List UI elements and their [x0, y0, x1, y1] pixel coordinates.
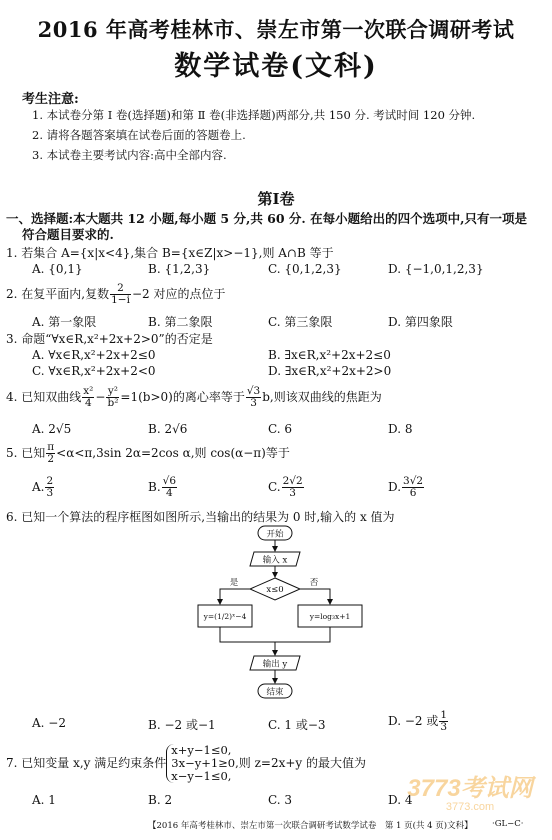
q5-option-d [388, 476, 425, 499]
flow-start-label: 开始 [266, 529, 284, 540]
q5-b-label: B. [148, 480, 161, 494]
q6-option-c: C. 1 或−3 [268, 718, 326, 732]
q2-option-b: B. 第二象限 [148, 315, 213, 329]
q4-f2-num: y² [107, 385, 119, 397]
q7-constraint-1: x+y−1≤0, [171, 743, 232, 757]
q5-d-label: D. [388, 480, 402, 494]
question-5 [6, 442, 290, 465]
q6-d-num: 1 [440, 709, 448, 721]
flow-output-label: 输出 y [262, 659, 288, 670]
q5-stem-post: <α<π,3sin 2α=2cos α,则 cos(α−π)等于 [56, 446, 290, 460]
q5-stem-pre: 5. 已知 [6, 446, 46, 460]
q4-stem-mid: =1(b>0)的离心率等于 [120, 390, 245, 404]
q5-b-den: 4 [165, 487, 173, 499]
flow-condition-label: x≤0 [266, 585, 284, 595]
q6-d-fraction [439, 710, 448, 733]
q4-option-d: D. 8 [388, 422, 413, 436]
flow-merge-line [220, 627, 330, 642]
q1-option-c: C. {0,1,2,3} [268, 262, 342, 276]
notice-item-3: 3. 本试卷主要考试内容:高中全部内容. [32, 148, 227, 162]
watermark-logo-text: 3773考试网 [407, 775, 533, 802]
q5-a-num: 2 [46, 475, 54, 487]
q1-option-b: B. {1,2,3} [148, 262, 211, 276]
q4-option-b: B. 2√6 [148, 422, 188, 436]
question-4 [6, 386, 382, 409]
part-title: 第Ⅰ卷 [257, 190, 295, 208]
q7-constraint-system [166, 744, 239, 783]
notice-item-2: 2. 请将各题答案填在试卷后面的答题卷上. [32, 128, 246, 142]
q5-c-label: C. [268, 480, 281, 494]
q4-fraction-3 [246, 386, 261, 409]
flow-right-process-label: y=log₃x+1 [309, 612, 351, 621]
footer-text: 【2016 年高考桂林市、崇左市第一次联合调研考试数学试卷 第 1 页(共 4 页)文科】 [148, 821, 473, 831]
q5-den: 2 [47, 453, 55, 465]
q6-option-a: A. −2 [32, 716, 66, 730]
q3-option-c: C. ∀x∈R,x²+2x+2<0 [32, 364, 156, 378]
q5-option-a [32, 476, 55, 499]
q7-option-c: C. 3 [268, 793, 293, 807]
q2-option-c: C. 第三象限 [268, 315, 333, 329]
question-3: 3. 命题“∀x∈R,x²+2x+2>0”的否定是 [6, 332, 213, 346]
q7-constraint-2: 3x−y+1≥0, [171, 756, 239, 770]
q5-a-label: A. [32, 480, 45, 494]
q5-d-den: 6 [409, 487, 417, 499]
q5-d-fraction [402, 476, 424, 499]
section-instruction-line1: 一、选择题:本大题共 12 小题,每小题 5 分,共 60 分. 在每小题给出的四个选项中,只有一项是 [6, 211, 527, 226]
q7-constraint-3: x−y−1≤0, [171, 769, 232, 783]
q3-option-b: B. ∃x∈R,x²+2x+2≤0 [268, 348, 391, 362]
q5-b-fraction [162, 476, 177, 499]
flow-left-process-label: y=(1/2)ˣ−4 [203, 612, 247, 621]
exam-subtitle: 数学试卷(文科) [174, 51, 378, 82]
q4-minus: − [95, 390, 106, 404]
q2-fraction [110, 283, 131, 306]
q5-c-num: 2√2 [282, 475, 303, 487]
q7-option-b: B. 2 [148, 793, 173, 807]
q4-f3-den: 3 [250, 397, 257, 409]
q1-option-a: A. {0,1} [32, 262, 83, 276]
q6-d-den: 3 [440, 721, 448, 733]
watermark-logo [394, 770, 546, 814]
q4-fraction-2 [106, 386, 119, 409]
watermark-url: 3773.com [445, 801, 495, 813]
q5-option-b [148, 476, 178, 499]
q5-option-c [268, 476, 305, 499]
q5-c-den: 3 [289, 487, 296, 499]
q3-option-a: A. ∀x∈R,x²+2x+2≤0 [32, 348, 156, 362]
flowchart [190, 524, 370, 710]
q5-a-fraction [45, 476, 54, 499]
exam-title: 2016 年高考桂林市、崇左市第一次联合调研考试 [37, 17, 515, 42]
question-6: 6. 已知一个算法的程序框图如图所示,当输出的结果为 0 时,输入的 x 值为 [6, 510, 395, 524]
q2-option-a: A. 第一象限 [32, 315, 97, 329]
q5-fraction [46, 442, 55, 465]
q4-stem-post: b,则该双曲线的焦距为 [262, 390, 382, 404]
q2-stem-pre: 2. 在复平面内,复数 [6, 287, 110, 301]
q4-option-c: C. 6 [268, 422, 293, 436]
question-2 [6, 283, 225, 306]
q6-option-b: B. −2 或−1 [148, 718, 216, 732]
q5-b-num: √6 [162, 475, 177, 487]
q3-option-d: D. ∃x∈R,x²+2x+2>0 [268, 364, 392, 378]
q7-option-d: D. 4 [388, 793, 413, 807]
q2-stem-post: −2 对应的点位于 [131, 287, 226, 301]
flow-no-label: 否 [309, 578, 319, 588]
q5-num: π [47, 441, 55, 453]
flow-input-label: 输入 x [262, 555, 288, 566]
flow-yes-label: 是 [229, 578, 239, 588]
flow-arrow-no [300, 589, 330, 604]
question-1: 1. 若集合 A={x|x<4},集合 B={x∈Z|x>−1},则 A∩B 等于 [6, 246, 334, 260]
q4-f1-den: 4 [84, 397, 92, 409]
footer-code: ·GL−C· [492, 819, 524, 829]
q2-den: 1−i [111, 294, 130, 306]
q7-stem-post: 则 z=2x+y 的最大值为 [238, 756, 367, 770]
q4-f2-den: b² [107, 397, 119, 409]
q2-num: 2 [110, 283, 131, 295]
q7-stem-pre: 7. 已知变量 x,y 满足约束条件 [6, 756, 167, 770]
q7-option-a: A. 1 [32, 793, 56, 807]
q4-f1-num: x² [83, 385, 94, 397]
section-instruction-line2: 符合题目要求的. [22, 227, 114, 242]
q5-d-num: 3√2 [403, 475, 424, 487]
q6-d-label: D. −2 或 [388, 714, 439, 728]
q1-option-d: D. {−1,0,1,2,3} [388, 262, 484, 276]
q2-option-d: D. 第四象限 [388, 315, 453, 329]
question-7 [6, 744, 366, 783]
q5-a-den: 3 [46, 487, 54, 499]
q4-stem-pre: 4. 已知双曲线 [6, 390, 82, 404]
q4-f3-num: √3 [246, 385, 261, 397]
q5-c-fraction [282, 476, 304, 499]
q4-fraction-1 [82, 386, 94, 409]
flow-end-label: 结束 [266, 687, 284, 698]
flow-arrow-yes [220, 589, 250, 604]
notice-item-1: 1. 本试卷分第 Ⅰ 卷(选择题)和第 Ⅱ 卷(非选择题)两部分,共 150 分. 考试时间 120 分钟. [32, 108, 476, 122]
notice-heading: 考生注意: [22, 92, 79, 107]
q4-option-a: A. 2√5 [32, 422, 72, 436]
q6-option-d [388, 710, 449, 733]
